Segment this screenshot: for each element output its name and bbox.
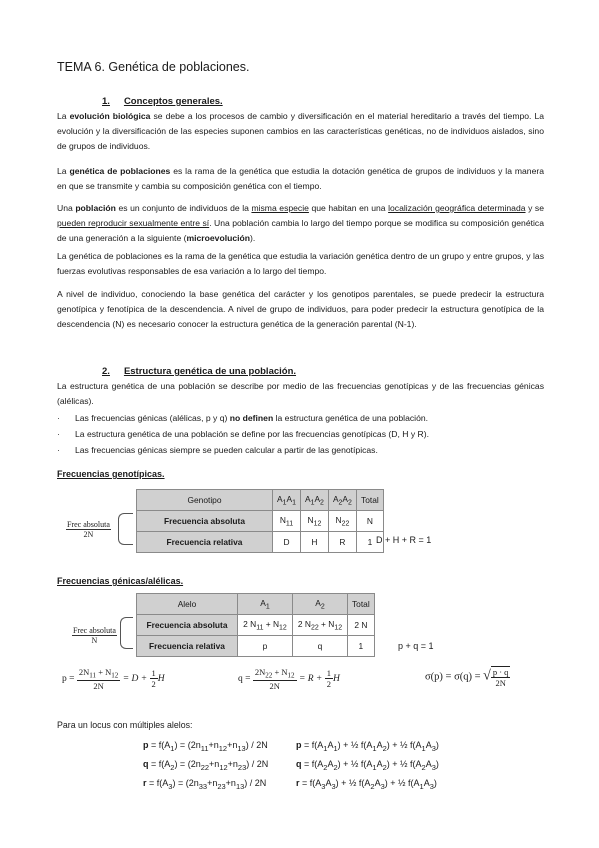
formula-right: $p = f(A_1A_1)$ + ½ $f(A_1A_2)$ + ½ $f(A_1A_3)$ <box>296 740 439 753</box>
text-run: la estructura genética de una población. <box>273 413 429 423</box>
text-run: La estructura genética de una población se define por las frecuencias genotípicas (D, H y R). <box>75 429 429 439</box>
formula-left: $r = f(A_3) = (2n_{33}+n_{23}+n_{13}) / 2N$ <box>143 778 267 791</box>
page-title: TEMA 6. Genética de poblaciones. <box>57 60 250 74</box>
paragraph-variation: La genética de poblaciones es la rama de la genética que estudia la variación genética dentro de un grupo y entre grupos, y las fuerzas evolutivas responsables de esa variación a lo largo del tiempo. <box>57 251 544 276</box>
text-run: se debe a los procesos de cambio y diversificación en el material hereditario a través del tiempo. La evolución y la diversificación de las especies suponen cambios en las características genéticas, no de individuos aislados, sino de grupos de individuos. <box>57 111 545 151</box>
text-run: que habitan en una <box>308 203 389 213</box>
table-cell: 1 <box>356 532 383 553</box>
table-cell: p <box>238 636 293 657</box>
bullet-item <box>57 429 429 439</box>
section-heading-1 <box>102 96 223 107</box>
term-bold: población <box>75 203 116 213</box>
table-cell: $N_{12}$ <box>300 511 328 532</box>
table-cell: 2 N <box>348 615 375 636</box>
fraction-numerator: Frec absoluta <box>73 626 116 635</box>
sigma-lhs: σ(p) = σ(q) = <box>425 671 481 683</box>
row-label: Frecuencia absoluta <box>137 511 273 532</box>
text-run: y se <box>525 203 544 213</box>
fraction-denominator: 2N <box>83 530 94 539</box>
genotypic-table <box>136 489 384 553</box>
sum-note: D + H + R = 1 <box>376 535 432 545</box>
text-run: La <box>57 166 70 176</box>
fraction-denominator: 2N <box>93 680 104 691</box>
underlined-text: pueden reproducir sexualmente entre sí <box>57 218 210 228</box>
table-cell: q <box>293 636 348 657</box>
side-fraction <box>72 626 117 645</box>
table-header: Total <box>356 490 383 511</box>
term-bold: microevolución <box>186 233 250 243</box>
paragraph-population-genetics <box>57 164 544 194</box>
equation-q: q = $\frac{2N_{22} + N_{12}}{2N}$ = R + $\frac{1}{2}$ H <box>238 667 340 691</box>
bullet-marker: · <box>57 413 60 423</box>
text-run: es un conjunto de individuos de la <box>115 203 252 213</box>
fraction-denominator: N <box>91 636 98 645</box>
table-cell: N <box>356 511 383 532</box>
paragraph-population <box>57 201 544 246</box>
table-header: Alelo <box>137 594 238 615</box>
formula-right: $q = f(A_2A_2)$ + ½ $f(A_1A_2)$ + ½ $f(A_2A_3)$ <box>296 759 439 772</box>
underlined-text: localización geográfica determinada <box>388 203 526 213</box>
paragraph-structure: La estructura genética de una población se describe por medio de las frecuencias genotípicas y de las frecuencias génicas (alélicas). <box>57 381 544 406</box>
row-label: Frecuencia relativa <box>137 532 273 553</box>
fraction-denominator: 2N <box>495 678 506 688</box>
bullet-item <box>57 413 428 423</box>
subheading-allelic: Frecuencias génicas/alélicas. <box>57 576 184 586</box>
bullet-item <box>57 445 378 455</box>
text-run: Las frecuencias génicas siempre se pueden calcular a partir de las genotípicas. <box>75 445 378 455</box>
table-header: Total <box>348 594 375 615</box>
formula-left: $q = f(A_2) = (2n_{22}+n_{12}+n_{23}) / 2N$ <box>143 759 269 772</box>
table-cell: 2 $N_{22} + N_{12}$ <box>293 615 348 636</box>
row-label: Frecuencia relativa <box>137 636 238 657</box>
formula-left: $p = f(A_1) = (2n_{11}+n_{12}+n_{13}) / 2N$ <box>143 740 268 753</box>
bracket-arrow <box>120 617 133 649</box>
table-header: $A_1A_1$ <box>273 490 301 511</box>
formula-right: $r = f(A_3A_3)$ + ½ $f(A_2A_3)$ + ½ $f(A_1A_3)$ <box>296 778 437 791</box>
section-title: Conceptos generales. <box>123 96 223 107</box>
table-cell: H <box>300 532 328 553</box>
table-header: $A_2$ <box>293 594 348 615</box>
table-header: $A_2A_2$ <box>328 490 356 511</box>
underlined-text: misma especie <box>251 203 309 213</box>
side-fraction <box>66 520 111 539</box>
table-header: $A_1$ <box>238 594 293 615</box>
table-cell: 2 $N_{11} + N_{12}$ <box>238 615 293 636</box>
allelic-table <box>136 593 375 657</box>
table-cell: D <box>273 532 301 553</box>
sum-note: p + q = 1 <box>398 641 434 651</box>
table-cell: $N_{22}$ <box>328 511 356 532</box>
equation-p: p = $\frac{2N_{11} + N_{12}}{2N}$ = D + $\frac{1}{2}$ H <box>62 667 165 691</box>
table-header: $A_1A_2$ <box>300 490 328 511</box>
text-run: Una <box>57 203 76 213</box>
subheading-genotypic: Frecuencias genotípicas. <box>57 469 165 479</box>
section-number: 1. <box>102 96 110 107</box>
term-bold: no definen <box>229 413 274 423</box>
bullet-marker: · <box>57 445 60 455</box>
text-run: ). <box>250 233 256 243</box>
text-run: . Una población cambia lo largo del tiempo porque se modifica su composición genética de una generación a la siguiente ( <box>57 218 544 243</box>
text-run: La <box>57 111 70 121</box>
table-header: Genotipo <box>137 490 273 511</box>
equation-sigma: σ(p) = σ(q) = √ $\frac{p \cdot q}{2N}$ <box>425 667 509 688</box>
fraction-numerator: Frec absoluta <box>67 520 110 529</box>
multi-allele-title: Para un locus con múltiples alelos: <box>57 720 193 730</box>
table-cell: R <box>328 532 356 553</box>
table-cell: 1 <box>348 636 375 657</box>
paragraph-prediction: A nivel de individuo, conociendo la base genética del carácter y los genotipos parentales, se puede predecir la estructura genotípica y fenotípica de la descendencia. A nivel de grupo de individuos, para poder predecir la estructura genotípica de la descendencia (N) es necesario conocer la estructura genética de la generación parental (N-1). <box>57 289 544 329</box>
section-heading-2 <box>102 366 296 377</box>
bullet-marker: · <box>57 429 60 439</box>
paragraph-evolution <box>57 109 544 154</box>
section-number: 2. <box>102 366 110 377</box>
fraction-numerator: p · q <box>492 667 509 677</box>
term-bold: genética de poblaciones <box>69 166 171 176</box>
table-cell: $N_{11}$ <box>273 511 301 532</box>
fraction-denominator: 2N <box>269 680 280 691</box>
text-run: Las frecuencias génicas (alélicas, p y q) <box>75 413 230 423</box>
text-run: es la rama de la genética que estudia la dotación genética de grupos de individuos y la manera en que se transmite y cambia su composición genética con el tiempo. <box>57 166 545 191</box>
row-label: Frecuencia absoluta <box>137 615 238 636</box>
term-bold: evolución biológica <box>69 111 151 121</box>
bracket-arrow <box>118 513 133 545</box>
section-title: Estructura genética de una población. <box>123 366 297 377</box>
